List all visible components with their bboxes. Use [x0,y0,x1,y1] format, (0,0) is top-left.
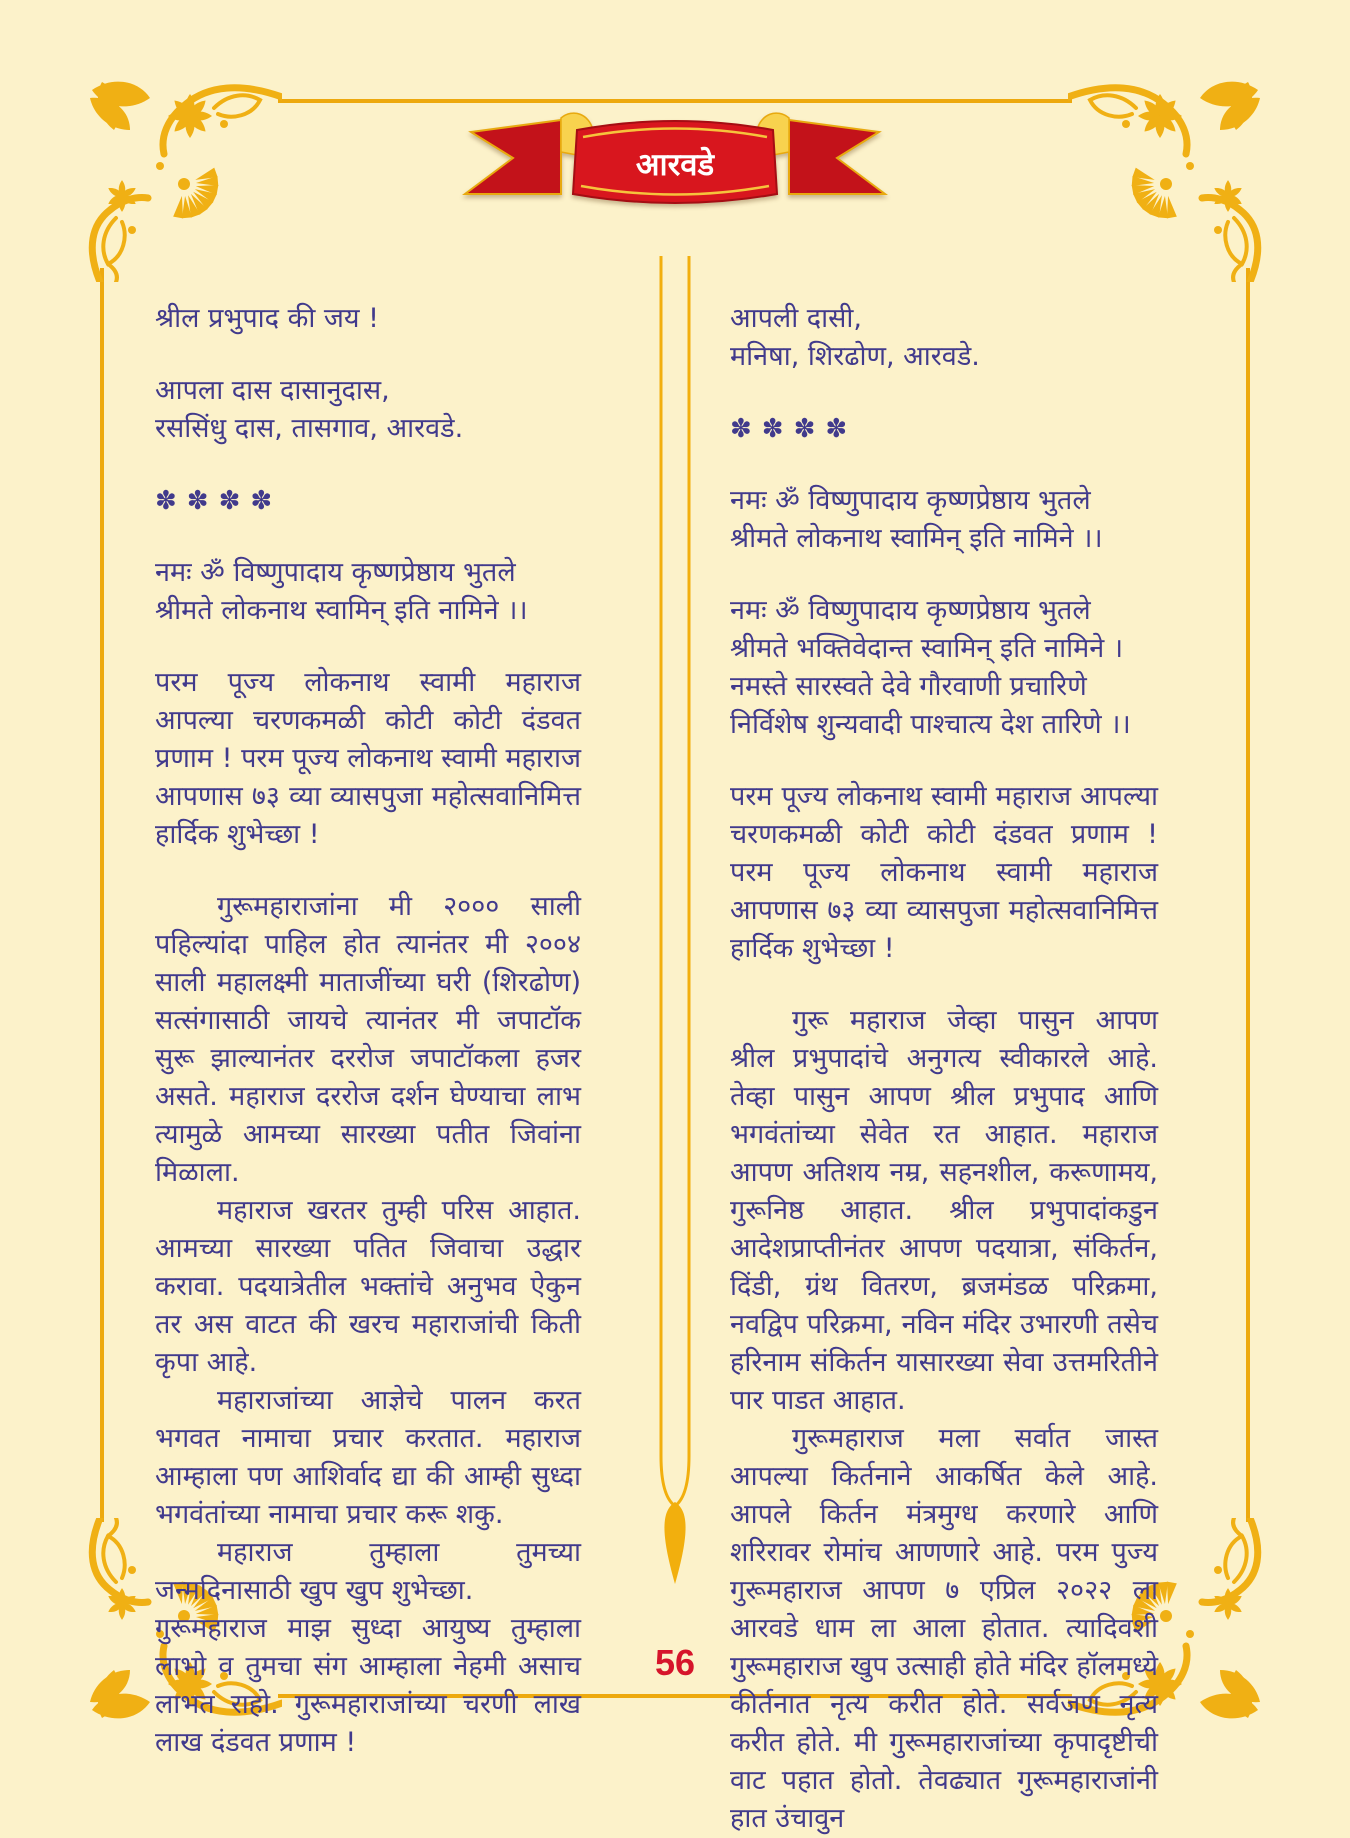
verse-block [155,372,581,448]
verse-line: नमः ॐ विष्णुपादाय कृष्णप्रेष्ठाय भुतले [155,557,516,588]
verse-line: श्रीमते लोकनाथ स्वामिन् इति नामिने ।। [730,523,1103,554]
title-ribbon-banner [455,106,895,208]
verse-line: श्रीमते भक्तिवेदान्त स्वामिन् इति नामिने । [730,633,1124,664]
border-line-top [278,99,1072,103]
paragraph: गुरूमहाराज मला सर्वात जास्त आपल्या किर्तनाने आकर्षित केले आहे. आपले किर्तन मंत्रमुग्ध करणारे आणि शरिरावर रोमांच आणणारे आहे. परम पुज्य गुरूमहाराज आपण ७ एप्रिल २०२२ ला आरवडे धाम ला आला होतात. त्यादिवशी गुरूमहाराज खुप उत्साही होते मंदिर हॉलमध्ये कीर्तनात नृत्य करीत होते. सर्वजण नृत्य करीत होते. मी गुरूमहाराजांच्या कृपादृष्टीची वाट पहात होतो. तेवढ्यात गुरूमहाराजांनी हात उंचावुन [730,1423,1158,1834]
verse-block [730,482,1158,558]
page-title: आरवडे [635,147,715,183]
verse-line: श्रीमते लोकनाथ स्वामिन् इति नामिने ।। [155,595,528,626]
page-number: 56 [654,1642,696,1683]
verse-block [730,592,1158,744]
verse-line: नमः ॐ विष्णुपादाय कृष्णप्रेष्ठाय भुतले [730,595,1091,626]
paragraph: गुरू महाराज जेव्हा पासुन आपण श्रील प्रभुपादांचे अनुगत्य स्वीकारले आहे. तेव्हा पासुन आपण श्रील प्रभुपाद आणि भगवंतांच्या सेवेत रत आहात. महाराज आपण अतिशय नम्र, सहनशील, करूणामय, गुरूनिष्ठ आहात. श्रील प्रभुपादांकडुन आदेशप्राप्तीनंतर आपण पदयात्रा, संकिर्तन, दिंडी, ग्रंथ वितरण, ब्रजमंडळ परिक्रमा, नवद्विप परिक्रमा, नविन मंदिर उभारणी तसेच हरिनाम संकिर्तन यासारख्या सेवा उत्तमरितीने पार पाडत आहात. [730,1005,1158,1416]
paragraph: परम पूज्य लोकनाथ स्वामी महाराज आपल्या चरणकमळी कोटी कोटी दंडवत प्रणाम ! परम पूज्य लोकनाथ स्वामी महाराज आपणास ७३ व्या व्यासपुजा महोत्सवानिमित्त हार्दिक शुभेच्छा ! [155,667,581,850]
verse-line: नमः ॐ विष्णुपादाय कृष्णप्रेष्ठाय भुतले [730,485,1091,516]
border-line-right [1246,268,1250,1522]
verse-line: आपली दासी, [730,303,862,334]
verse-line: रससिंधु दास, तासगाव, आरवडे. [155,413,464,444]
floral-corner-ornament-icon [72,72,282,282]
paragraph: महाराज खरतर तुम्ही परिस आहात. आमच्या सारख्या पतित जिवाचा उद्धार करावा. पदयात्रेतील भक्तांचे अनुभव ऐकुन तर अस वाटत की खरच महाराजांची किती कृपा आहे. [155,1195,581,1378]
floral-corner-ornament-icon [1068,72,1278,282]
paragraph: गुरूमहाराजांना मी २००० साली पहिल्यांदा पाहिल होत त्यानंतर मी २००४ साली महालक्ष्मी माताजींच्या घरी (शिरढोण) सत्संगासाठी जायचे त्यानंतर मी जपाटॉक सुरू झाल्यानंतर दररोज जपाटॉकला हजर असते. महाराज दररोज दर्शन घेण्याचा लाभ त्यामुळे आमच्या सारख्या पतीत जिवांना मिळाला. [155,891,581,1188]
verse-line: नमस्ते सारस्वते देवे गौरवाणी प्रचारिणे [730,671,1087,702]
paragraph: महाराजांच्या आज्ञेचे पालन करत भगवत नामाचा प्रचार करतात. महाराज आम्हाला पण आशिर्वाद द्या की आम्ही सुध्दा भगवंतांच्या नामाचा प्रचार करू शकु. [155,1385,581,1530]
paragraph: परम पूज्य लोकनाथ स्वामी महाराज आपल्या चरणकमळी कोटी कोटी दंडवत प्रणाम ! परम पूज्य लोकनाथ स्वामी महाराज आपणास ७३ व्या व्यासपुजा महोत्सवानिमित्त हार्दिक शुभेच्छा ! [730,781,1158,964]
border-line-left [100,268,104,1522]
section-separator-stars: ✽✽✽✽ [155,486,283,516]
verse-block [730,300,1158,376]
column-divider-icon [653,256,697,1586]
verse-line: निर्विशेष शुन्यवादी पाश्चात्य देश तारिणे ।। [730,709,1131,740]
paragraph: महाराज तुम्हाला तुमच्या जन्मदिनासाठी खुप खुप शुभेच्छा. [155,1537,581,1606]
verse-line: मनिषा, शिरढोण, आरवडे. [730,341,980,372]
text-column-right [730,300,1158,1838]
verse-line: आपला दास दासानुदास, [155,375,390,406]
text-column-left [155,300,581,1762]
paragraph: गुरूमहाराज माझ सुध्दा आयुष्य तुम्हाला लाभो व तुमचा संग आम्हाला नेहमी असाच लाभत राहो. गुरूमहाराजांच्या चरणी लाख लाख दंडवत प्रणाम ! [155,1613,581,1758]
verse-block [155,554,581,630]
section-separator-stars: ✽✽✽✽ [730,414,858,444]
paragraph: श्रील प्रभुपाद की जय ! [155,303,380,334]
